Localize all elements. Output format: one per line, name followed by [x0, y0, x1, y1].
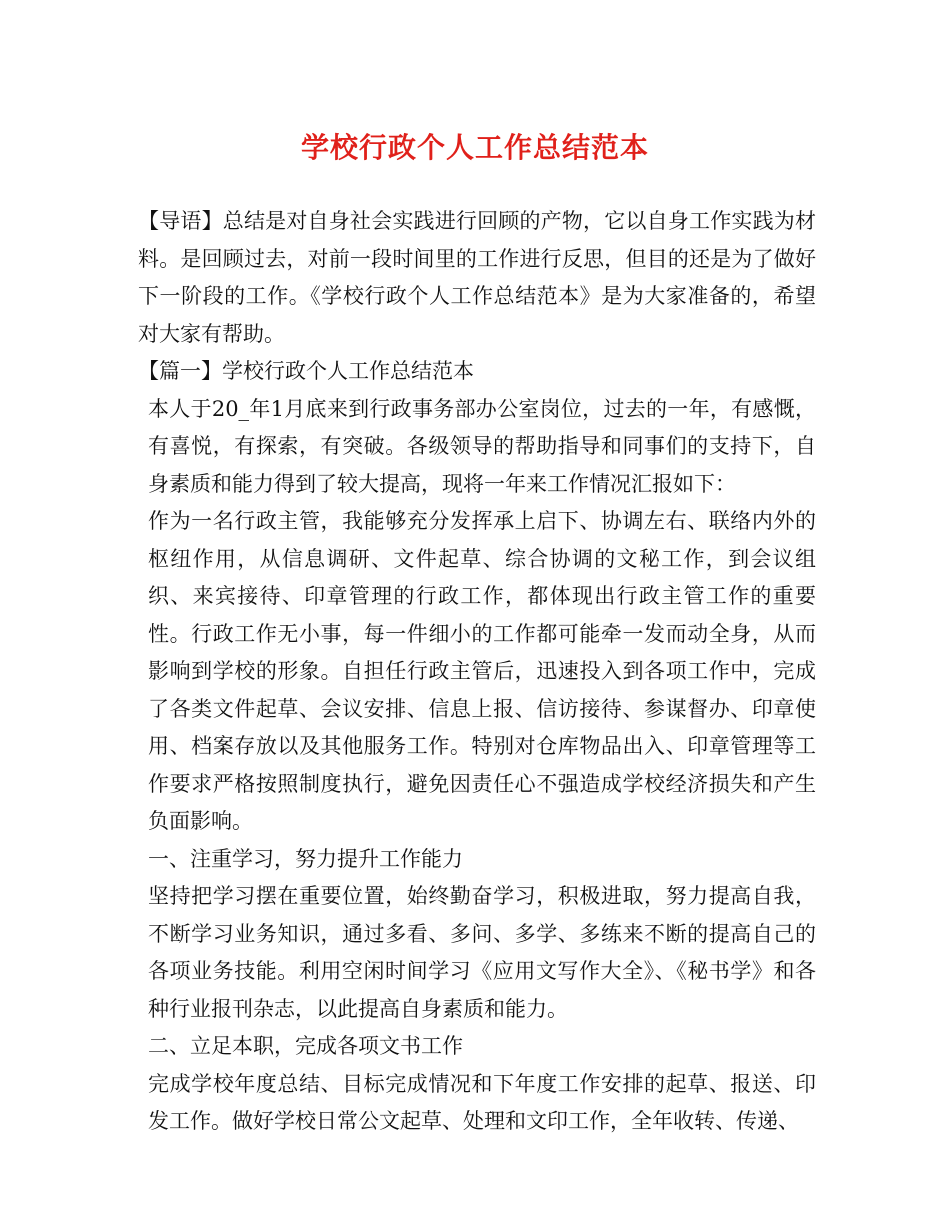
- body-paragraph-role: 作为一名行政主管，我能够充分发挥承上启下、协调左右、联络内外的枢纽作用，从信息调研、文件起草、综合协调的文秘工作，到会议组织、来宾接待、印章管理的行政工作，都体现出行政主管工作的重要性。行政工作无小事，每一件细小的工作都可能牵一发而动全身，从而影响到学校的形象。自担任行政主管后，迅速投入到各项工作中，完成了各类文件起草、会议安排、信息上报、信访接待、参谋督办、印章使用、档案存放以及其他服务工作。特别对仓库物品出入、印章管理等工作要求严格按照制度执行，避免因责任心不强造成学校经济损失和产生负面影响。: [148, 509, 816, 833]
- section-heading-part-one: 【篇一】学校行政个人工作总结范本: [138, 359, 474, 383]
- document-title: 学校行政个人工作总结范本: [300, 131, 649, 164]
- intro-paragraph: 【导语】总结是对自身社会实践进行回顾的产物，它以自身工作实践为材料。是回顾过去，对前一段时间里的工作进行反思，但目的还是为了做好下一阶段的工作。《学校行政个人工作总结范本》是为大家准备的，希望对大家有帮助。: [138, 209, 816, 346]
- body-paragraph-study: 坚持把学习摆在重要位置，始终勤奋学习，积极进取，努力提高自我，不断学习业务知识，通过多看、多问、多学、多练来不断的提高自己的各项业务技能。利用空闲时间学习《应用文写作大全》、《秘书学》和各种行业报刊杂志，以此提高自身素质和能力。: [148, 884, 816, 1021]
- section-heading-study: 一、注重学习，努力提升工作能力: [148, 846, 463, 871]
- section-heading-duties: 二、立足本职，完成各项文书工作: [148, 1034, 463, 1058]
- body-paragraph-arrival: 本人于20_年1月底来到行政事务部办公室岗位，过去的一年，有感慨，有喜悦，有探索，有突破。各级领导的帮助指导和同事们的支持下，自身素质和能力得到了较大提高，现将一年来工作情况汇报如下：: [148, 396, 816, 496]
- document-body: [138, 203, 816, 1141]
- body-paragraph-duties: 完成学校年度总结、目标完成情况和下年度工作安排的起草、报送、印发工作。做好学校日常公文起草、处理和文印工作，全年收转、传递、: [148, 1071, 816, 1133]
